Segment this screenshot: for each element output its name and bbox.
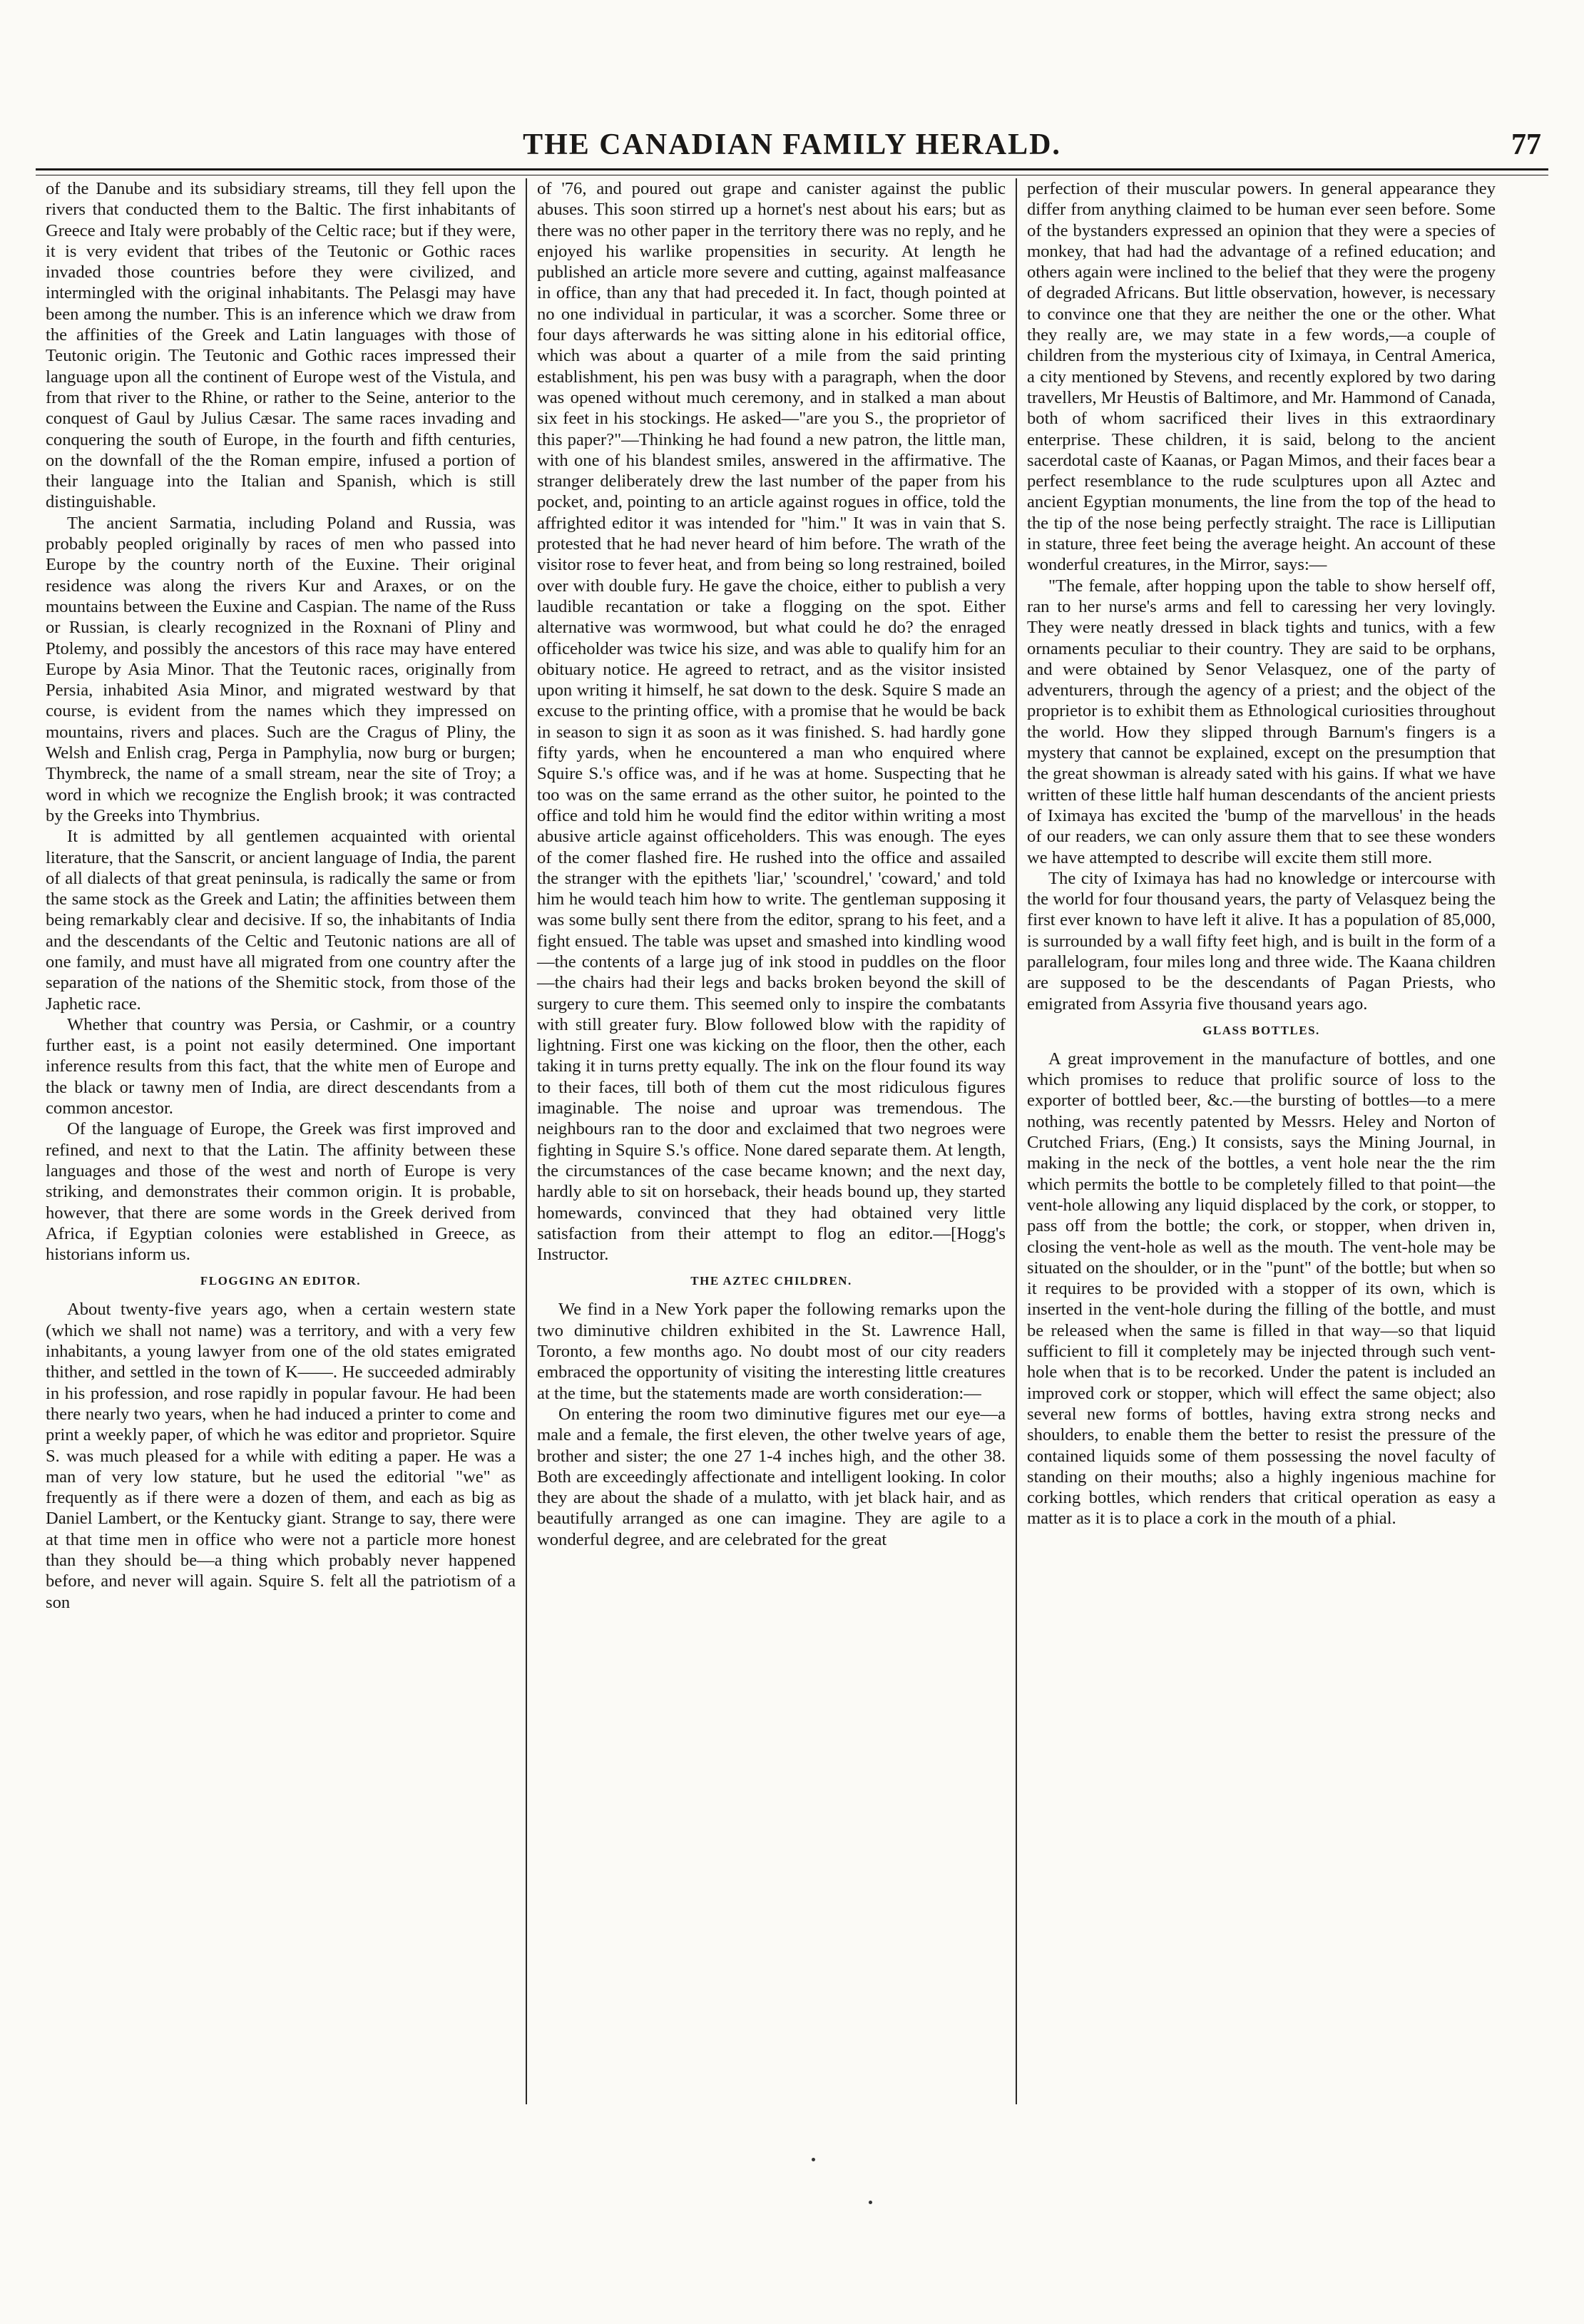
section-heading: GLASS BOTTLES. <box>1202 1023 1320 1037</box>
paragraph: of the Danube and its subsidiary streams, till they fell upon the rivers that conducted them to the Baltic. The first inhabitants of Greece and Italy were probably of the Celtic race; but if they were, it is very evident that tribes of the Teutonic or Gothic races invaded those countries before they were civilized, and intermingled with the original inhabitants. The Pelasgi may have been among the number. This is an inference which we draw from the affinities of the Greek and Latin languages with those of Teutonic origin. The Teutonic and Gothic races impressed their language upon all the continent of Europe west of the Vistula, and from that river to the Rhine, or rather to the Seine, anterior to the conquest of Gaul by Julius Cæsar. The same races invading and conquering the south of Europe, in the fourth and fifth centuries, on the downfall of the the Roman empire, infused a portion of their language into the Italian and Spanish, which is still distinguishable. <box>46 179 516 512</box>
paragraph: The ancient Sarmatia, including Poland and Russia, was probably peopled originally by races of men who passed into Europe by the country north of the Euxine. Their original residence was along the rivers Kur and Araxes, or on the mountains between the Euxine and Caspian. The name of the Russ or Russian, is clearly recognized in the Roxnani of Pliny and Ptolemy, and possibly the ancestors of this race may have entered Europe by Asia Minor. That the Teutonic races, originally from Persia, inhabited Asia Minor, and migrated westward by that course, is evident from the names which they impressed on mountains, rivers and places. Such are the Cragus of Pliny, the Welsh and Enlish crag, Perga in Pamphylia, now burg or burgen; Thymbreck, the name of a small stream, near the site of Troy; a word in which we recognize the English brook; it was contracted by the Greeks into Thymbrius. <box>46 513 516 825</box>
paragraph: perfection of their muscular powers. In general appearance they differ from anything claimed to be human ever seen before. Some of the bystanders expressed an opinion that they were a species of monkey, that had had the advantage of a refined education; and others again were inclined to the belief that they were the progeny of degraded Africans. But little observation, however, is necessary to convince one that they are neither the one or the other. What they really are, we may state in a few words,—a couple of children from the mysterious city of Iximaya, in Central America, a city mentioned by Stevens, and recently explored by two daring travellers, Mr Heustis of Baltimore, and Mr. Hammond of Canada, both of whom sacrificed their lives in this extraordinary enterprise. These children, it is said, belong to the ancient sacerdotal caste of Kaanas, or Pagan Mimos, and their faces bear a perfect resemblance to the rude sculptures upon all Aztec and ancient Egyptian monuments, the line from the top of the head to the tip of the nose being perfectly straight. The race is Lilliputian in stature, three feet being the average height. An account of these wonderful creatures, in the Mirror, says:— <box>1027 179 1496 575</box>
paragraph: Of the language of Europe, the Greek was first improved and refined, and next to that the Latin. The affinity between these languages and those of the west and north of Europe is very striking, and demonstrates their common origin. It is probable, however, that there are some words in the Greek derived from Africa, if Egyptian colonies were established in Greece, as historians inform us. <box>46 1119 516 1265</box>
paragraph: of '76, and poured out grape and canister against the public abuses. This soon stirred up a hornet's nest about his ears; but as there was no other paper in the territory there was no reply, and he enjoyed his warlike propensities in security. At length he published an article more severe and cutting, against malfeasance in office, than any that had preceded it. In fact, though pointed at no one individual in particular, it was a scorcher. Some three or four days afterwards he was sitting alone in his editorial office, which was about a quarter of a mile from the said printing establishment, his pen was busy with a paragraph, when the door was opened without much ceremony, and in stalked a man about six feet in his stockings. He asked—"are you S., the proprietor of this paper?"—Thinking he had found a new patron, the little man, with one of his blandest smiles, answered in the affirmative. The stranger deliberately drew the last number of the paper from his pocket, and, pointing to an article against rogues in office, told the affrighted editor it was intended for "him." It was in vain that S. protested that he had never heard of him before. The wrath of the visitor rose to fever heat, and from being so long restrained, boiled over with double fury. He gave the choice, either to publish a very laudible recantation or take a flogging on the spot. Either alternative was wormwood, but what could he do? the enraged officeholder was twice his size, and was able to qualify him for an obituary notice. He agreed to retract, and as the visitor insisted upon writing it himself, he sat down to the desk. Squire S made an excuse to the printing office, with a promise that he would be back in season to sign it as soon as it was finished. S. had hardly gone fifty yards, when he encountered a man who enquired where Squire S.'s office was, and if he was at home. Suspecting that he too was on the same errand as the other suitor, he pointed to the office and told him he would find the editor within writing a most abusive article against officeholders. This was enough. The eyes of the comer flashed fire. He rushed into the office and assailed the stranger with the epithets 'liar,' 'scoundrel,' 'coward,' and told him he would teach him how to write. The gentleman supposing it was some bully sent there from the editor, sprang to his feet, and a fight ensued. The table was upset and smashed into kindling wood—the contents of a large jug of ink stood in puddles on the floor —the chairs had their legs and backs broken beyond the skill of surgery to cure them. This seemed only to inspire the combatants with still greater fury. Blow followed blow with the rapidity of lightning. First one was kicking on the floor, then the other, each taking it in turns pretty equally. The ink on the flour found its way to their faces, till both of them cut the most ridiculous figures imaginable. The noise and uproar was tremendous. The neighbours ran to the door and exclaimed that two negroes were fighting in Squire S.'s office. None dared separate them. At length, the circumstances of the case became known; and the next day, hardly able to sit on horseback, their heads bound up, they started homewards, convinced that they had obtained very little satisfaction from their attempt to flog an editor.—[Hogg's Instructor. <box>537 179 1006 1265</box>
paragraph: About twenty-five years ago, when a certain western state (which we shall not name) was a territory, and with a very few inhabitants, a young lawyer from one of the old states emigrated thither, and settled in the town of K——. He succeeded admirably in his profession, and rose rapidly in popular favour. He had been there nearly two years, when he had induced a printer to come and print a weekly paper, of which he was editor and proprietor. Squire S. was much pleased for a while with editing a paper. He was a man of very low stature, but he used the editorial "we" as frequently as if there were a dozen of them, and each as big as Daniel Lambert, or the Kentucky giant. Strange to say, there were at that time men in office who were not a particle more honest than they should be—a thing which probably never happened before, and never will again. Squire S. felt all the patriotism of a son <box>46 1300 516 1612</box>
paragraph: The city of Iximaya has had no knowledge or intercourse with the world for four thousand years, the party of Velasquez being the first ever known to have left it alive. It has a population of 85,000, is surrounded by a wall fifty feet high, and is built in the form of a parallelogram, four miles long and three wide. The Kaana children are supposed to be the descendants of Pagan Priests, who emigrated from Assyria five thousand years ago. <box>1027 868 1496 1014</box>
column-1 <box>36 178 526 2104</box>
masthead <box>36 125 1548 165</box>
print-speck <box>869 2201 872 2204</box>
paragraph: It is admitted by all gentlemen acquainted with oriental literature, that the Sanscrit, or ancient language of India, the parent of all dialects of that great peninsula, is radically the same or from the same stock as the Greek and Latin; the affinities between them being remarkably clear and decisive. If so, the inhabitants of India and the descendants of the Celtic and Teutonic nations are all of one family, and must have all migrated from one country after the separation of the nations of the Shemitic stock, from those of the Japhetic race. <box>46 827 516 1014</box>
section-heading: FLOGGING AN EDITOR. <box>200 1274 362 1288</box>
column-2 <box>526 178 1016 2104</box>
article-columns <box>36 178 1548 2104</box>
newspaper-title: THE CANADIAN FAMILY HERALD. <box>523 128 1061 161</box>
page-number: 77 <box>1511 128 1541 161</box>
paragraph: We find in a New York paper the following remarks upon the two diminutive children exhibited in the St. Lawrence Hall, Toronto, a few months ago. No doubt most of our city readers embraced the opportunity of visiting the interesting little creatures at the time, but the statements made are worth consideration:— <box>537 1300 1006 1403</box>
paragraph: Whether that country was Persia, or Cashmir, or a country further east, is a point not easily determined. One important inference results from this fact, that the white men of Europe and the black or tawny men of India, are direct descendants from a common ancestor. <box>46 1014 516 1118</box>
paragraph: "The female, after hopping upon the table to show herself off, ran to her nurse's arms and fell to caressing her very lovingly. They were neatly dressed in black tights and tunics, with a few ornaments peculiar to their country. They are said to be orphans, and were obtained by Senor Velasquez, one of the party of adventurers, through the agency of a priest; and the object of the proprietor is to exhibit them as Ethnological curiosities throughout the world. How they slipped through Barnum's fingers is a mystery that cannot be explained, except on the presumption that the great showman is already sated with his gains. If what we have written of these little half human descendants of the ancient priests of Iximaya has excited the 'bump of the marvellous' in the heads of our readers, we can only assure them that to see these wonders we have attempted to describe will excite them still more. <box>1027 576 1496 867</box>
column-3 <box>1016 178 1506 2104</box>
header-rule <box>36 168 1548 175</box>
print-speck <box>812 2158 815 2161</box>
paragraph: A great improvement in the manufacture of bottles, and one which promises to reduce that prolific source of loss to the exporter of bottled beer, &c.—the bursting of bottles—to a mere nothing, was recently patented by Messrs. Heley and Norton of Crutched Friars, (Eng.) It consists, says the Mining Journal, in making in the neck of the bottles, a vent hole near the the rim which permits the bottle to be completely filled to that point—the vent-hole allowing any liquid displaced by the cork, or stopper, to pass off from the bottle; the cork, or stopper, when driven in, closing the vent-hole as well as the mouth. The vent-hole may be situated on the shoulder, or in the "punt" of the bottle; but when so it requires to be provided with a stopper of its own, which is inserted in the vent-hole during the filling of the bottle, and must be released when the same is filled in that way—so that liquid sufficient to fill it completely may be injected through such vent-hole when that is to be recorked. Under the patent is included an improved cork or stopper, which will effect the same object; also several new forms of bottles, having extra strong necks and shoulders, to enable them the better to resist the pressure of the contained liquids some of them possessing the novel faculty of standing on their mouths; also a highly ingenious machine for corking bottles, which renders that critical operation as easy a matter as it is to place a cork in the mouth of a phial. <box>1027 1049 1496 1529</box>
section-heading: THE AZTEC CHILDREN. <box>690 1274 852 1288</box>
paragraph: On entering the room two diminutive figures met our eye—a male and a female, the first eleven, the other twelve years of age, brother and sister; the one 27 1-4 inches high, and the other 38. Both are exceedingly affectionate and intelligent looking. In color they are about the shade of a mulatto, with jet black hair, and as beautifully arranged as one can imagine. They are agile to a wonderful degree, and are celebrated for the great <box>537 1404 1006 1549</box>
